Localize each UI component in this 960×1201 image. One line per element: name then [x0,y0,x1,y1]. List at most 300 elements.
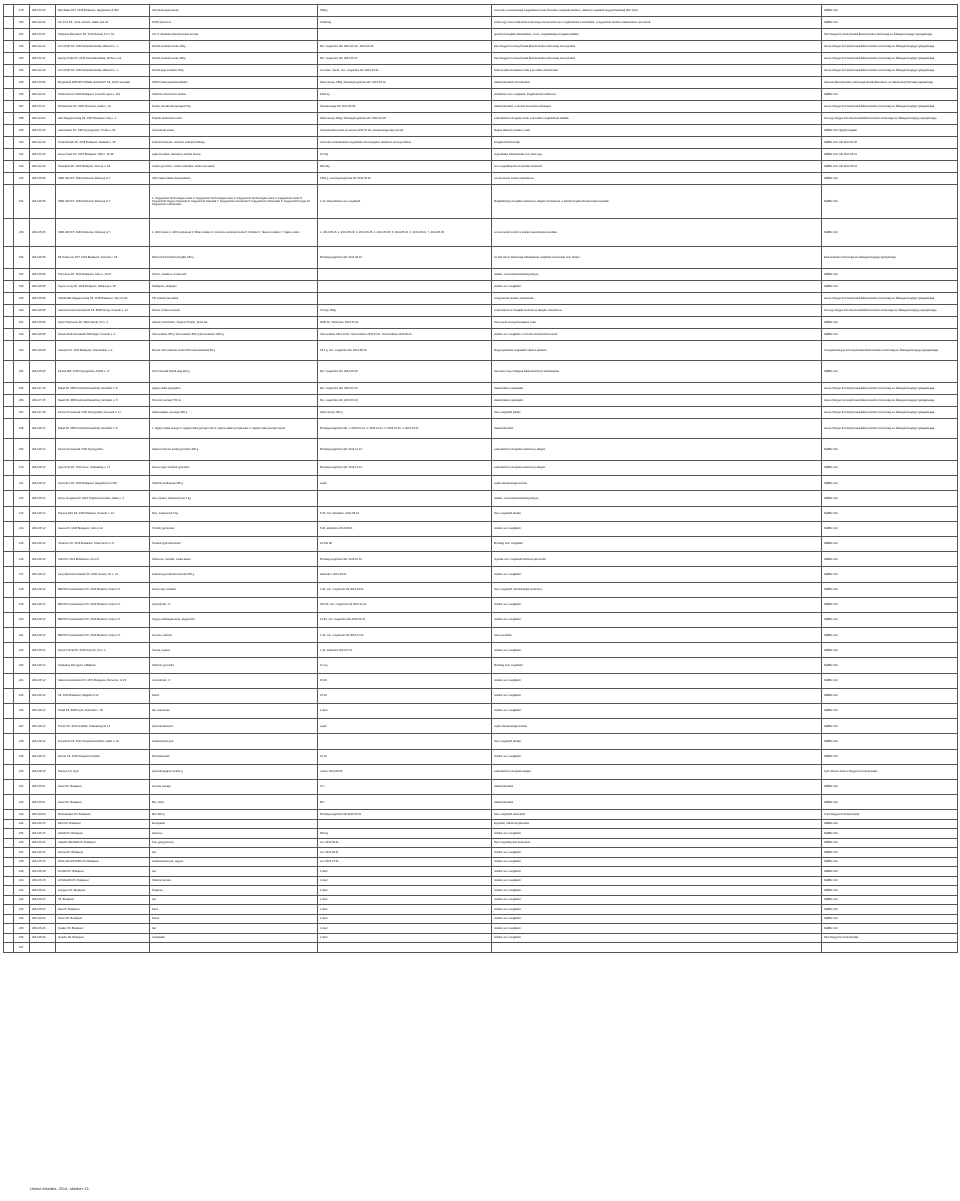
authority-cell: NÉBIH-KGI [822,5,958,17]
lot-info-cell: 200 db, min. megőrzési idő 2015.01.01. [318,597,492,612]
company-cell: Fanhal ZRt. 4700 Nyíregyháza, Petőfi u. 17. [56,361,150,383]
table-row [4,914,958,924]
reason-cell: Jelölés nem megfelelő. [492,867,822,877]
table-row [4,293,958,305]
company-cell: Szabó Ferenc 2200 Budapest, Kossuth Lajos u. 161. [56,89,150,101]
company-cell [56,943,150,953]
date-cell: 2014.08.19 [30,764,56,779]
blank-cell-cell [4,41,14,53]
blank-cell-cell [4,643,14,658]
company-cell: DOLLAR HOLDING Kft. Budapest [56,857,150,867]
reason-cell: Jelölés nem megfelelő. [492,673,822,688]
row-number-cell: 222. [14,643,30,658]
blank-cell-cell [4,734,14,749]
blank-cell-cell [4,867,14,877]
blank-cell-cell [4,506,14,521]
date-cell: 2014.08.12 [30,582,56,597]
date-cell: 2014.05.05 [30,219,56,247]
date-cell: 2014.08.12 [30,419,56,439]
reason-cell: Jelölés nem megfelelő. [492,905,822,915]
company-cell: Jeg-ho Long Kft. 1102 Budapest, Kőbányai u. 25. [56,281,150,293]
table-row [4,305,958,317]
blank-cell-cell [4,419,14,439]
product-cell: Farmer Agro szárított gyümölcs [150,461,318,476]
table-row [4,173,958,185]
row-number-cell: 227. [14,719,30,734]
row-number-cell: 183. [14,53,30,65]
reason-cell: A laboratóriumi vizsgálat eredménye alapján visszahívva. [492,305,822,317]
lot-info-cell: Lot: 2014.05.01. [318,838,492,848]
date-cell: 2014.02.19 [30,65,56,77]
company-cell: Szabados Pál egyéni vállalkozó [56,658,150,673]
row-number-cell: 189. [14,125,30,137]
reason-cell: Jelölés nem megfelelő. [492,848,822,858]
company-cell: Fűszer Kft. 2310 Szigetszentmiklós [56,749,150,764]
authority-cell: Heves Megyei Kormányhivatal Élelmiszerlánc-biztonsági és Állategészségügyi Igazgatósága [822,65,958,77]
row-number-cell: 186. [14,89,30,101]
lot-info-cell: 500 kg [318,829,492,839]
reason-cell: Jelölés nem megfelelő. [492,895,822,905]
table-row [4,838,958,848]
date-cell: 2014.09.18 [30,876,56,886]
reason-cell: Engedély nélküli forgalmazás. [492,819,822,829]
authority-cell: NÉBIH-KGI [822,628,958,643]
table-row [4,924,958,934]
date-cell: 2014.08.12 [30,597,56,612]
table-row [4,53,958,65]
product-cell: Ízesített gyümölcsszelet [150,536,318,551]
company-cell: Hepsiland Kft. 1103 Budapest, Kozma u. 18. [56,161,150,173]
authority-cell: NÉBIH-KGI [822,521,958,536]
product-cell: Oriol szeletelt füstölt tarja 400 g [150,361,318,383]
date-cell: 2014.05.06 [30,305,56,317]
reason-cell: Megfelelőségi vizsgálat eredménye alapján visszahívva, a tételek forgalomból kivonásra kerültek. [492,185,822,219]
blank-cell-cell [4,305,14,317]
reason-cell: Nem megfelelő tárolás. [492,506,822,521]
reason-cell: Pest Megyei Kormányhivatal Élelmiszerlánc-biztonsági szempontból. [492,41,822,53]
reason-cell: Lejárt szavatosságú termék. [492,719,822,734]
date-cell: 2014.09.24 [30,914,56,924]
product-cell: Gyümölcslé, 1 l [150,673,318,688]
table-row [4,219,958,247]
authority-cell: NÉBIH-KGI [822,612,958,627]
lot-info-cell: Nettó tömeg: 660g, Minőségmegőrzési idő: 2016.02.28. [318,113,492,125]
authority-cell: Hamvas Élelmiszerlánc-biztonsági Hivatal Élelmiszer- és Takarmánybiztonsági Igazgatóság [822,77,958,89]
lot-info-cell: 10,7kg [318,149,492,161]
lot-info-cell: 1. 2014.05.15. 2. 2014.05.20. 3. 2014.05.25. 4. 2014.05.25. 5. 2014.05.30. 6. 2014.06.01. 7. 2014.06.05. [318,219,492,247]
row-number-cell: 231. [14,779,30,794]
product-cell: Keksz [150,688,318,703]
authority-cell: NÉBIH-KGI, KÉ 2014.05.01 [822,161,958,173]
product-cell: szárított fűszerek, szárított, szárított zöldség [150,137,318,149]
product-cell: Tea, gyógynövény [150,838,318,848]
row-number-cell: 239. [14,867,30,877]
reason-cell: Szennyeződés. [492,628,822,643]
row-number-cell: 219. [14,597,30,612]
reason-cell: Gyártás nem megfelelő körülmények között. [492,552,822,567]
authority-cell: NÉBIH-KGI [822,658,958,673]
recall-table [3,4,958,953]
reason-cell: Jelölés, nyomonkövethetőség hiánya. [492,269,822,281]
row-number-cell: 237. [14,848,30,858]
date-cell: 2014.03.12 [30,89,56,101]
table-row [4,5,958,17]
reason-cell: A termék a szavatossági megjelölésen kívül Útmutató megfelelő tételben, valamint megfelelő fogyaszthatósági időn belül. [492,5,822,17]
date-cell: 2014.09.15 [30,829,56,839]
row-number-cell: 195. [14,219,30,247]
table-row [4,658,958,673]
date-cell: 2014.08.12 [30,491,56,506]
table-row [4,943,958,953]
reason-cell: Nem megfelelő mikrobiológiai eredmény. [492,582,822,597]
blank-cell-cell [4,567,14,582]
reason-cell: Jelölés nem megfelelő. [492,281,822,293]
row-number-cell: 193. [14,173,30,185]
reason-cell: Jelölés nem megfelelő. [492,829,822,839]
product-cell: Aromás pezsgő [150,779,318,794]
product-cell: Gyümölcsjoghurt 4x100 g [150,764,318,779]
lot-info-cell: Lejárt [318,719,492,734]
row-number-cell: 187. [14,101,30,113]
authority-cell: NÉBIH-KGI [822,838,958,848]
company-cell: NMR HD KFT. 4030 Debrecen Diószegi út 7. [56,173,150,185]
table-row [4,876,958,886]
table-row [4,77,958,89]
row-number-cell: 243. [14,905,30,915]
date-cell: 2014.05.05 [30,185,56,219]
company-cell: Quattro Kft. Budapest [56,933,150,943]
product-cell: NCB narancs lé [150,17,318,29]
authority-cell: NÉBIH-KGI [822,876,958,886]
reason-cell: Jelölés nem megfelelő. [492,597,822,612]
row-number-cell: 234. [14,819,30,829]
product-cell: Hús, húsáru, Tartósított hús 1 kg [150,491,318,506]
lot-info-cell: Minőségmegőrzési idő: 2014.06.10. [318,247,492,269]
authority-cell: NÉBIH-KGI [822,795,958,810]
row-number-cell: 211. [14,476,30,491]
product-cell: A.K.S. Szabolcs élelmiszeripari termék [150,29,318,41]
product-cell: Csokoládé [150,933,318,943]
company-cell: Best Bake KFT. 1239 Budapest, Nagykőrösi út 353. [56,5,150,17]
product-cell: Sonka, búzalisztes felvágott 75g [150,101,318,113]
company-cell: Sport Pharmacie Kft. 9600 Sárvár, Fő u. 2. [56,317,150,329]
company-cell: METRO Kereskedelmi Kft. 2040 Budaörs, Kelet út 3. [56,612,150,627]
lot-info-cell: 80 l [318,795,492,810]
row-number-cell: 228. [14,734,30,749]
lot-info-cell: 1 tétel [318,886,492,896]
date-cell: 2014.07.15 [30,383,56,395]
row-number-cell: 188. [14,113,30,125]
lot-info-cell: 15 db [318,673,492,688]
authority-cell: NÉBIH-KGI [822,439,958,461]
table-row [4,383,958,395]
company-cell: Asma Trade Kft. 1007 Budapest, Üllői u. 45-46. [56,149,150,161]
row-number-cell: 235. [14,829,30,839]
product-cell: Gyümölcslé, 1 l [150,597,318,612]
lot-info-cell: Minőségmegőrzési idő: 2015.01.01. [318,552,492,567]
reason-cell: Minőség nem megfelelő. [492,536,822,551]
row-number-cell: 215. [14,536,30,551]
row-number-cell: 214. [14,521,30,536]
date-cell: 2014.08.12 [30,439,56,461]
date-cell: 2014.02.07 [30,29,56,41]
lot-info-cell: Minőségmegőrzési idő: 1. 2015.01.01. 2. 2015.01.01. 3. 2015.01.01. 4. 2015.01.01. [318,419,492,439]
blank-cell-cell [4,395,14,407]
row-number-cell: 184. [14,65,30,77]
table-row [4,810,958,820]
lot-info-cell: Min. megőrzési idő: 2015.03.10. [318,383,492,395]
lot-info-cell: Min. megőrzési idő: 2014.03.17. [318,53,492,65]
company-cell: Farmer Kereskedő 4700 Nyíregyháza [56,439,150,461]
reason-cell: Jelölés, nyomonkövethetőség hiánya. [492,491,822,506]
product-cell: Fűszer, Fűszer keverék [150,305,318,317]
row-number-cell: 204. [14,361,30,383]
blank-cell-cell [4,137,14,149]
company-cell: Rit Trade Gro KFT. 1203 Budapest, Kossuth u. 18. [56,247,150,269]
table-row [4,848,958,858]
row-number-cell: 196. [14,247,30,269]
company-cell: Rupesa Rizs Kft. 2300 Ráckeve, Kossuth u. 12. [56,506,150,521]
reason-cell: Jelölés nem megfelelő. [492,924,822,934]
company-cell: Kft. 1106 Budapest, Maglódi út 12. [56,688,150,703]
row-number-cell: 194. [14,185,30,219]
table-row [4,719,958,734]
table-row [4,536,958,551]
authority-cell: NÉBIH-KGI, KÉ 2014.04.30 [822,137,958,149]
date-cell: 2014.09.24 [30,886,56,896]
company-cell: Tankó Kft. 9028 Győr, Fehérvári u. 18. [56,704,150,719]
reason-cell: A tétel egy részét élelmiszer-biztonsági szempontból nem megfelelőnek minősítették, a fogyasztók részére értékesítésre nem került. [492,17,822,29]
authority-cell: NÉBIH-KGI [822,643,958,658]
table-row [4,867,958,877]
authority-cell: NÉBIH-KGI Ügyfélszolgálat [822,125,958,137]
authority-cell: Heves Megyei Kormányhivatal Élelmiszerlánc-biztonsági és Állategészségügyi Igazgatósága [822,41,958,53]
product-cell: Húskészítmények [150,734,318,749]
reason-cell: Nem megfelelő összetétel. [492,810,822,820]
date-cell: 2014.05.09 [30,341,56,361]
row-number-cell: 209. [14,439,30,461]
date-cell: 2014.05.05 [30,247,56,269]
authority-cell: Heves Megyei Kormányhivatal Élelmiszerlánc-biztonsági és Állategészségügyi Igazgatósága [822,419,958,439]
product-cell: Gabona Farmer aszalt gyümölcs 200 g [150,439,318,461]
blank-cell-cell [4,219,14,247]
date-cell: 2014.05.05 [30,173,56,185]
table-row [4,643,958,658]
company-cell: Agro-Fruit Kft. 7013 Cece, Szabadság u. 17. [56,461,150,476]
lot-info-cell: 1 tétel [318,914,492,924]
date-cell: 2014.02.11 [30,53,56,65]
row-number-cell: 246. [14,933,30,943]
lot-info-cell: Min. megőrzési idő: 2014.06.30. [318,361,492,383]
reason-cell: Minőség nem megfelelő. [492,658,822,673]
reason-cell: Jelölés nem megfelelő. [492,521,822,536]
table-row [4,29,958,41]
authority-cell: NÉBIH-KGI [822,173,958,185]
company-cell: HUNGARO Kft. Budapest [56,876,150,886]
table-row [4,567,958,582]
product-cell: Ital [150,867,318,877]
product-cell: Fűszerkeverék [150,749,318,764]
company-cell: Tesco Kft. Budapest [56,914,150,924]
authority-cell: Somogy Megyei Kormányhivatal Élelmiszerlánc-biztonsági és Állategészségügyi Igazgatósága [822,305,958,317]
product-cell: Tönköly gumicukor [150,521,318,536]
table-row [4,673,958,688]
company-cell: Sita Kft. Budapest [56,905,150,915]
row-number-cell: 236. [14,838,30,848]
blank-cell-cell [4,293,14,305]
date-cell: 2014.02.11 [30,41,56,53]
company-cell: Globál Kft. Budapest [56,829,150,839]
blank-cell-cell [4,829,14,839]
table-row [4,395,958,407]
authority-cell [822,943,958,953]
product-cell: aroma sajt, szeletelt [150,582,318,597]
row-number-cell: 185. [14,77,30,89]
reason-cell: A fogyasztók részére visszahívás. [492,293,822,305]
date-cell: 2014.08.12 [30,536,56,551]
blank-cell-cell [4,857,14,867]
date-cell: 2014.04.24 [30,113,56,125]
lot-info-cell [318,819,492,829]
date-cell: 2014.08.12 [30,734,56,749]
footer-note: Utolsó frissítés: 2014. október 13. [30,1186,90,1191]
date-cell: 2014.05.05 [30,281,56,293]
authority-cell: NÉBIH-KGI [822,688,958,703]
date-cell: 2014.08.12 [30,476,56,491]
product-cell: saját termékek, lesbulyos, tésztás hüvely [150,149,318,161]
company-cell: Gh FOOD Kft. 2440 Százhalombatta, Rákoczi u. 1. [56,65,150,77]
date-cell [30,943,56,953]
row-number-cell: 224. [14,673,30,688]
table-row [4,247,958,269]
reason-cell: Jelölésben nem megfelelő, forgalmazása korlátozva. [492,89,822,101]
row-number-cell: 206. [14,395,30,407]
date-cell: 2014.08.12 [30,704,56,719]
blank-cell-cell [4,53,14,65]
table-row [4,905,958,915]
product-cell: Kókuszos, vaníliás, csokis keksz [150,552,318,567]
row-number-cell: 244. [14,914,30,924]
table-row [4,764,958,779]
row-number-cell: 200. [14,305,30,317]
lot-info-cell: 1 tétel [318,924,492,934]
date-cell: 2014.05.06 [30,329,56,341]
table-row [4,933,958,943]
table-row [4,552,958,567]
product-cell: Vitamin Gold Fresh, Organic Protein, Sport ital [150,317,318,329]
authority-cell: NÉBIH-KGI [822,476,958,491]
row-number-cell: 181. [14,29,30,41]
row-number-cell: 192. [14,161,30,173]
date-cell: 2014.09.04 [30,810,56,820]
row-number-cell: 198. [14,281,30,293]
lot-info-cell: Lot: 2014.07.01. [318,857,492,867]
reason-cell: Határérték felett. [492,795,822,810]
row-number-cell: 208. [14,419,30,439]
blank-cell-cell [4,612,14,627]
product-cell: Szárított, fűszerezett vadhús [150,89,318,101]
blank-cell-cell [4,383,14,395]
blank-cell-cell [4,886,14,896]
authority-cell: NÉBIH-KGI [822,704,958,719]
blank-cell-cell [4,89,14,101]
blank-cell-cell [4,439,14,461]
product-cell: Sózott, mustáros, hústermék [150,269,318,281]
table-row [4,341,958,361]
authority-cell: NÉBIH-KGI [822,924,958,934]
reason-cell: Szalmonella kimutatása miatt a terméket visszahívták. [492,65,822,77]
authority-cell: NÉBIH-KGI [822,269,958,281]
company-cell: Feszti Tészta Kft. 2230 Gyömrő, Fő u. 1. [56,643,150,658]
authority-cell: NÉBIH-KGI [822,886,958,896]
table-row [4,521,958,536]
reason-cell: Nem megfelelő jelölés. [492,407,822,419]
row-number-cell: 191. [14,149,30,161]
reason-cell: Az élelmiszer-biztonsági előírásoknak megfelelő azonosítás nem történt. [492,247,822,269]
company-cell: CLEAR CENTER Kft. Budapest [56,838,150,848]
table-row [4,491,958,506]
lot-info-cell: 1 tétel [318,905,492,915]
authority-cell: NÉBIH-KGI [822,89,958,101]
date-cell: 2014.08.12 [30,688,56,703]
authority-cell: NÉBIH-KGI [822,552,958,567]
date-cell: 2014.09.26 [30,933,56,943]
authority-cell: NÉBIH-KGI [822,597,958,612]
reason-cell: Magas aflatoxin tartalom miatt. [492,125,822,137]
reason-cell: Jelölés nem megfelelő. [492,876,822,886]
date-cell: 2014.08.12 [30,643,56,658]
authority-cell: NÉBIH-KGI [822,582,958,597]
blank-cell-cell [4,476,14,491]
blank-cell-cell [4,17,14,29]
product-cell: Ital [150,848,318,858]
blank-cell-cell [4,5,14,17]
product-cell: Szárított gyümölcs [150,658,318,673]
table-row [4,779,958,794]
product-cell: RIGA GOLD füstölt heringfilé 180 g [150,247,318,269]
company-cell: Gabonakert Kft. 4400 Nyíregyháza, Tünde u. 45. [56,125,150,137]
blank-cell-cell [4,688,14,703]
reason-cell: Határérték feletti nitrit-tartalom. [492,77,822,89]
product-cell: Füstölt szeletelt sonka 150g [150,53,318,65]
company-cell: Kerkai Zsolt Kereskedő 3300 Eger, Kossuth u. 4. [56,329,150,341]
table-row [4,795,958,810]
reason-cell: Jelölés nem megfelelő. [492,914,822,924]
product-cell: 1. Fagyasztott Technológiai szelet 2. Fagyasztott Technológiai szelet 3. Fagyasztott Technológiai szelet 4. Fagyasztott csirke 5. Fagyasztott Vegyes hússzelet 6. Fagyasztott halrudak 7. Fagyasztott natúrszelet 8. Fagyasztott csirkeszelet 9. Fagyasztott burger 10. Fagyasztott marhaszelet [150,185,318,219]
date-cell: 2014.07.15 [30,395,56,407]
table-row [4,886,958,896]
lot-info-cell: Nettó tömeg: 180g, Minőségmegőrzési idő: 2014.03.12. [318,77,492,89]
table-row [4,819,958,829]
table-row [4,89,958,101]
blank-cell-cell [4,185,14,219]
lot-info-cell: Lot szám: 4ac11, min. megőrzési idő: 2014.03.31. [318,65,492,77]
blank-cell-cell [4,173,14,185]
date-cell: 2014.08.12 [30,567,56,582]
company-cell: Séles Kft. Budapest [56,779,150,794]
blank-cell-cell [4,317,14,329]
date-cell: 2014.09.01 [30,779,56,794]
lot-info-cell: 1520 kg [318,89,492,101]
date-cell: 2014.07.18 [30,407,56,419]
table-row [4,161,958,173]
date-cell: 2014.09.01 [30,795,56,810]
blank-cell-cell [4,461,14,476]
company-cell: NMR HD KFT. 4030 Debrecen Diószegi út 7. [56,219,150,247]
row-number-cell: 217. [14,567,30,582]
row-number-cell: 226. [14,704,30,719]
row-number-cell: 232. [14,795,30,810]
